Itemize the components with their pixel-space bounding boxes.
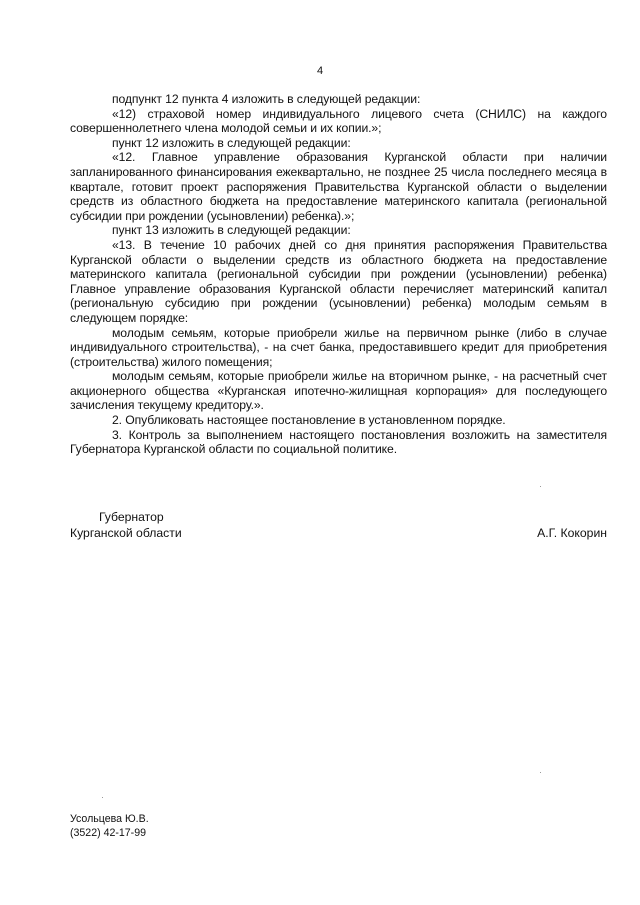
page-number: 4: [316, 65, 324, 77]
paragraph-point-12-intro: пункт 12 изложить в следующей редакции:: [112, 135, 351, 150]
paragraph-secondary-market: молодым семьям, которые приобрели жилье на вторичном рынке, - на расчетный счет акционерного общества «Курганская ипотечно-жилищная корпорация» для последующего зачисления текущему кредитору.».: [70, 369, 607, 413]
paragraph-subpoint-12-text: «12) страховой номер индивидуального лицевого счета (СНИЛС) на каждого совершеннолетнего члена молодой семьи и их копии.»;: [70, 106, 607, 136]
signature-block: [70, 509, 607, 549]
signature-title-line2: Курганской области: [70, 526, 182, 540]
scan-speck: [102, 797, 103, 798]
paragraph-point-13-text: «13. В течение 10 рабочих дней со дня принятия распоряжения Правительства Курганской области о выделении средств из областного бюджета на предоставление материнского капитала (региональной субсидии при рождении (усыновлении) ребенка) Главное управление образования Курганской области перечисляет материнский капитал (региональную субсидию при рождении (усыновлении) ребенка) молодым семьям в следующем порядке:: [70, 237, 607, 325]
scan-speck: [540, 772, 541, 773]
signatory-name: А.Г. Кокорин: [537, 526, 607, 540]
executor-phone: (3522) 42-17-99: [70, 827, 146, 839]
scan-speck: [540, 486, 541, 487]
paragraph-publish: 2. Опубликовать настоящее постановление в установленном порядке.: [112, 413, 506, 428]
executor-footer: [70, 812, 149, 840]
paragraph-control: 3. Контроль за выполнением настоящего постановления возложить на заместителя Губернатора Курганской области по социальной политике.: [70, 427, 607, 457]
paragraph-point-12-text: «12. Главное управление образования Курганской области при наличии запланированного финансирования ежеквартально, не позднее 25 числа последнего месяца в квартале, готовит проект распоряжения Правительства Курганской области о выделении средств из областного бюджета на предоставление материнского капитала (региональной субсидии при рождении (усыновлении) ребенка).»;: [70, 150, 607, 223]
document-body: [70, 92, 607, 457]
executor-name: Усольцева Ю.В.: [70, 813, 149, 825]
signature-title-line1: Губернатор: [99, 510, 164, 524]
paragraph-primary-market: молодым семьям, которые приобрели жилье на первичном рынке (либо в случае индивидуального строительства), - на счет банка, предоставившего кредит для приобретения (строительства) жилого помещения;: [70, 325, 607, 369]
paragraph-point-13-intro: пункт 13 изложить в следующей редакции:: [112, 223, 351, 238]
paragraph-subpoint-12-intro: подпункт 12 пункта 4 изложить в следующей редакции:: [112, 92, 421, 106]
